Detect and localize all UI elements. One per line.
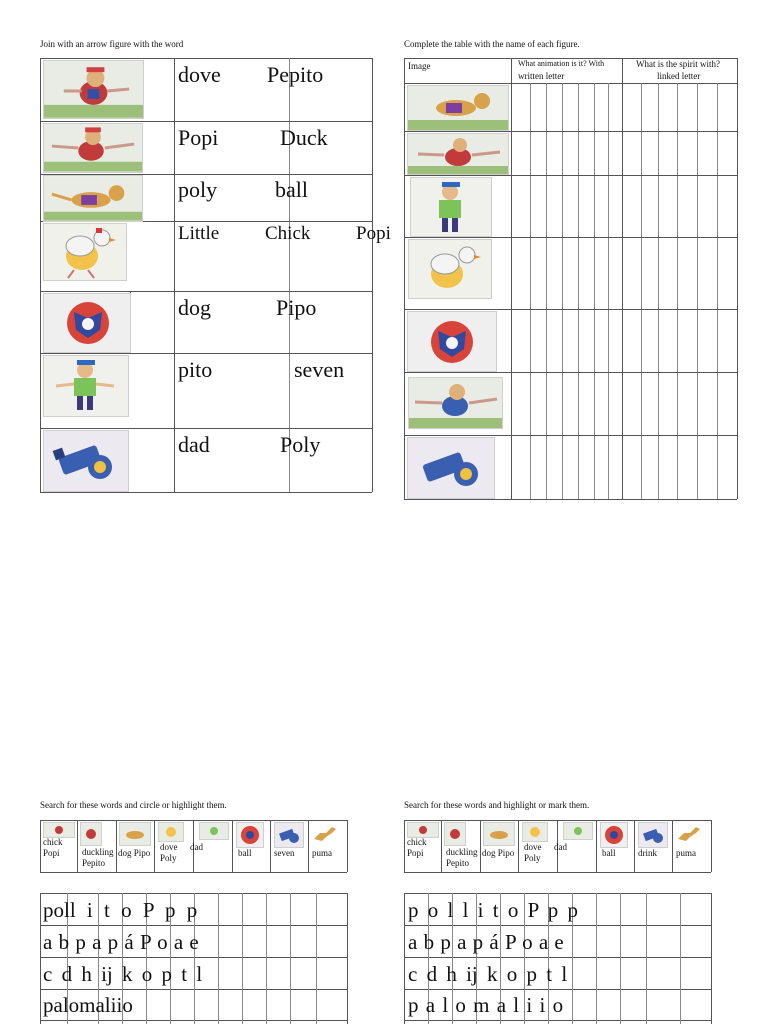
word-left-1: dove: [178, 62, 221, 87]
cat-figure-icon: [407, 822, 439, 838]
word-bank-label: chick Popi: [407, 837, 427, 858]
section2-instruction: Complete the table with the name of each figure.: [404, 39, 580, 49]
word-left-2: Popi: [178, 125, 219, 150]
boy-figure-icon: [410, 177, 492, 237]
cat-figure-icon: [43, 123, 143, 173]
word-bank-label: dog Pipo: [482, 848, 515, 858]
duck-figure-icon: [444, 822, 466, 846]
word-right-5: Pipo: [276, 295, 317, 320]
chick-figure-icon: [43, 223, 127, 281]
whistle-icon: [274, 822, 304, 848]
word-left-6: pito: [178, 357, 213, 382]
whistle-icon: [638, 822, 668, 848]
ball-icon: [407, 311, 497, 372]
word-right-3: ball: [275, 177, 308, 202]
cat-figure-icon: [199, 822, 229, 840]
chick-figure-icon: [408, 239, 492, 299]
boy-figure-icon: [43, 355, 129, 417]
word-bank-label: dog Pipo: [118, 848, 151, 858]
col-animation-header: What animation is it? With: [518, 59, 605, 68]
col-image-header: Image: [408, 61, 431, 71]
cat-figure-icon: [408, 377, 503, 429]
puma-figure-icon: [483, 822, 515, 846]
word-bank-label: dove Poly: [524, 842, 542, 863]
section1-instruction: Join with an arrow figure with the word: [40, 39, 184, 49]
word-bank-label: ball: [238, 848, 252, 858]
puma-figure-icon: [43, 175, 143, 222]
word-left-4: Little: [178, 223, 220, 244]
word-left-7: dad: [178, 432, 210, 457]
cat-figure-icon: [563, 822, 593, 840]
cat-figure-icon: [407, 133, 509, 175]
chick-figure-icon: [158, 822, 184, 842]
grid-row: p o l l i t o P p p: [408, 898, 578, 922]
section3-instruction: Search for these words and circle or highlight them.: [40, 800, 227, 810]
word-bank-label: puma: [676, 848, 696, 858]
whistle-icon: [43, 430, 129, 492]
chick-figure-icon: [522, 822, 548, 842]
word-bank-label: chick Popi: [43, 837, 63, 858]
grid-row: c d h ij k o p t l: [408, 962, 568, 986]
col-spirit-header: What is the spirit with?: [636, 59, 720, 69]
grid-row: palomaliio: [43, 993, 133, 1017]
word-bank-label: seven: [274, 848, 295, 858]
word-bank-label: duckling Pepito: [82, 847, 114, 868]
word-right-7: Poly: [280, 432, 321, 457]
word-right-6: seven: [294, 357, 345, 382]
word-bank-label: dad: [190, 842, 203, 852]
word-bank-label: dove Poly: [160, 842, 178, 863]
grid-row: c d h ij k o p t l: [43, 962, 203, 986]
puma-run-icon: [676, 821, 702, 843]
section4-instruction: Search for these words and highlight or mark them.: [404, 800, 590, 810]
duck-figure-icon: [80, 822, 102, 846]
cat-figure-icon: [43, 60, 144, 119]
word-right-2: Duck: [280, 125, 328, 150]
word-bank-label: drink: [638, 848, 657, 858]
grid-row: p a l o m a l i i o: [408, 993, 564, 1017]
cat-figure-icon: [43, 822, 75, 838]
puma-figure-icon: [407, 85, 509, 131]
grid-row: a b p a p á P o a e: [408, 930, 564, 954]
word-right-4: Popi: [356, 223, 391, 244]
word-mid-4: Chick: [265, 223, 311, 244]
whistle-icon: [407, 437, 495, 499]
word-bank-label: puma: [312, 848, 332, 858]
grid-row: a b p a p á P o a e: [43, 930, 199, 954]
word-bank-label: dad: [554, 842, 567, 852]
word-right-1: Pepito: [267, 62, 324, 87]
ball-icon: [236, 822, 264, 848]
word-left-3: poly: [178, 177, 218, 202]
puma-figure-icon: [119, 822, 151, 846]
col-spirit-header-2: linked letter: [657, 71, 701, 81]
ball-icon: [600, 822, 628, 848]
ball-icon: [43, 293, 131, 353]
grid-row: poll i t o P p p: [43, 898, 198, 922]
word-bank-label: duckling Pepito: [446, 847, 478, 868]
word-left-5: dog: [178, 295, 211, 320]
puma-run-icon: [312, 821, 338, 843]
word-bank-label: ball: [602, 848, 616, 858]
col-animation-header-2: written letter: [518, 71, 565, 81]
